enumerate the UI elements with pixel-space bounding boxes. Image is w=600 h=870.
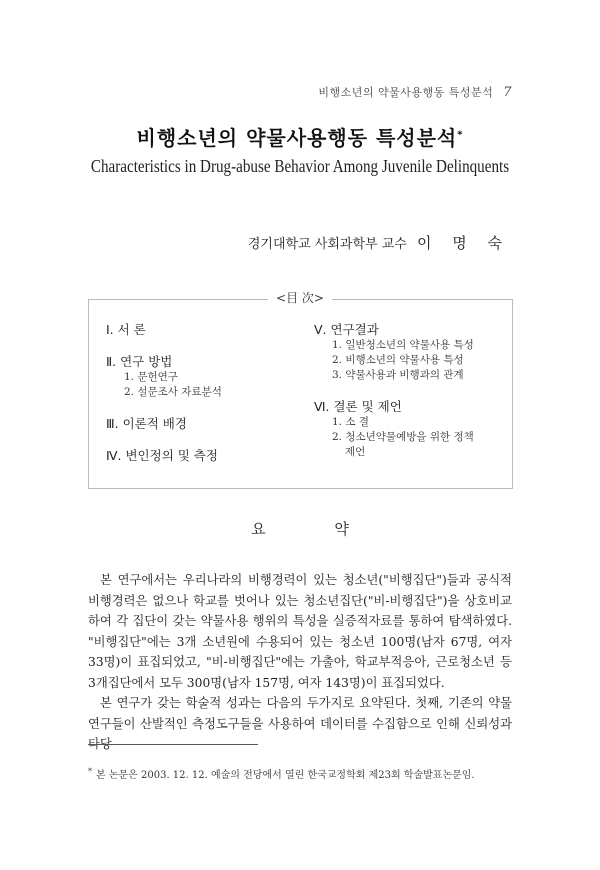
abstract-paragraph: 본 연구에서는 우리나라의 비행경력이 있는 청소년("비행집단")들과 공식적 비행경력은 없으나 학교를 벗어나 있는 청소년집단("비-비행집단")을 상호비교하여 각 집단이 갖는 약물사용 행위의 특성을 실증적자료를 통하여 탐색하였다. "비행집단"에는 3개 소년원에 수용되어 있는 청소년 100명(남자 67명, 여자 33명)이 표집되었고, "비-비행집단"에는 가출아, 학교부적응아, 근로청소년 등 3개집단에서 모두 300명(남자 157명, 여자 143명)이 표집되었다. xyxy=(88,573,512,690)
toc-subsection-continuation: 제언 xyxy=(345,446,366,458)
toc-subsection: 1. 소 결 xyxy=(332,416,369,428)
toc-section-heading: Ⅱ. 연구 방법 xyxy=(106,354,173,369)
running-header xyxy=(318,84,512,100)
author-name: 이 명 숙 xyxy=(416,234,510,252)
footnote-mark: * xyxy=(88,766,92,776)
footnote-divider xyxy=(88,744,258,745)
toc-subsection: 1. 일반청소년의 약물사용 특성 xyxy=(332,339,474,351)
toc-section-heading: Ⅳ. 변인정의 및 측정 xyxy=(106,448,218,463)
toc-section-heading: Ⅵ. 결론 및 제언 xyxy=(314,399,402,414)
paper-title-english: Characteristics in Drug-abuse Behavior Among Juvenile Delinquents xyxy=(90,156,510,176)
footnote-text: 본 논문은 2003. 12. 12. 예술의 전당에서 열린 한국교정학회 제23회 학술발표논문임. xyxy=(96,770,475,781)
toc-subsection: 2. 비행소년의 약물사용 특성 xyxy=(332,354,464,366)
abstract-paragraph: 본 연구가 갖는 학술적 성과는 다음의 두가지로 요약된다. 첫째, 기존의 약물연구들이 산발적인 측정도구들을 사용하여 데이터를 수집함으로 인해 신뢰성과 타당 xyxy=(88,696,512,751)
toc-section-heading: Ⅲ. 이론적 배경 xyxy=(106,416,187,431)
toc-section xyxy=(314,322,514,383)
toc-section xyxy=(106,448,296,464)
toc-section xyxy=(314,399,514,460)
title-korean-text: 비행소년의 약물사용행동 특성분석 xyxy=(136,126,458,150)
toc-subsection: 2. 설문조사 자료분석 xyxy=(124,386,222,398)
page-number: 7 xyxy=(503,85,512,100)
toc-left-column xyxy=(106,322,296,480)
abstract-body xyxy=(88,570,512,755)
author-affiliation: 경기대학교 사회과학부 교수 xyxy=(247,237,407,252)
paper-title-korean xyxy=(0,122,600,151)
toc-subsection: 1. 문헌연구 xyxy=(124,371,178,383)
toc-right-column xyxy=(314,322,514,476)
footnote xyxy=(88,766,528,781)
author-line xyxy=(248,232,510,253)
running-title: 비행소년의 약물사용행동 특성분석 xyxy=(318,86,494,99)
toc-section xyxy=(106,322,296,338)
toc-subsection: 3. 약물사용과 비행과의 관계 xyxy=(332,369,464,381)
toc-heading: <目 次> xyxy=(0,289,600,306)
toc-section-heading: Ⅴ. 연구결과 xyxy=(314,322,379,337)
abstract-heading: 요 약 xyxy=(251,520,381,538)
toc-subsection: 2. 청소년약물예방을 위한 정책 xyxy=(332,431,474,443)
toc-section xyxy=(106,354,296,400)
toc-section xyxy=(106,416,296,432)
title-footnote-mark: * xyxy=(457,129,464,141)
toc-section-heading: Ⅰ. 서 론 xyxy=(106,322,146,337)
